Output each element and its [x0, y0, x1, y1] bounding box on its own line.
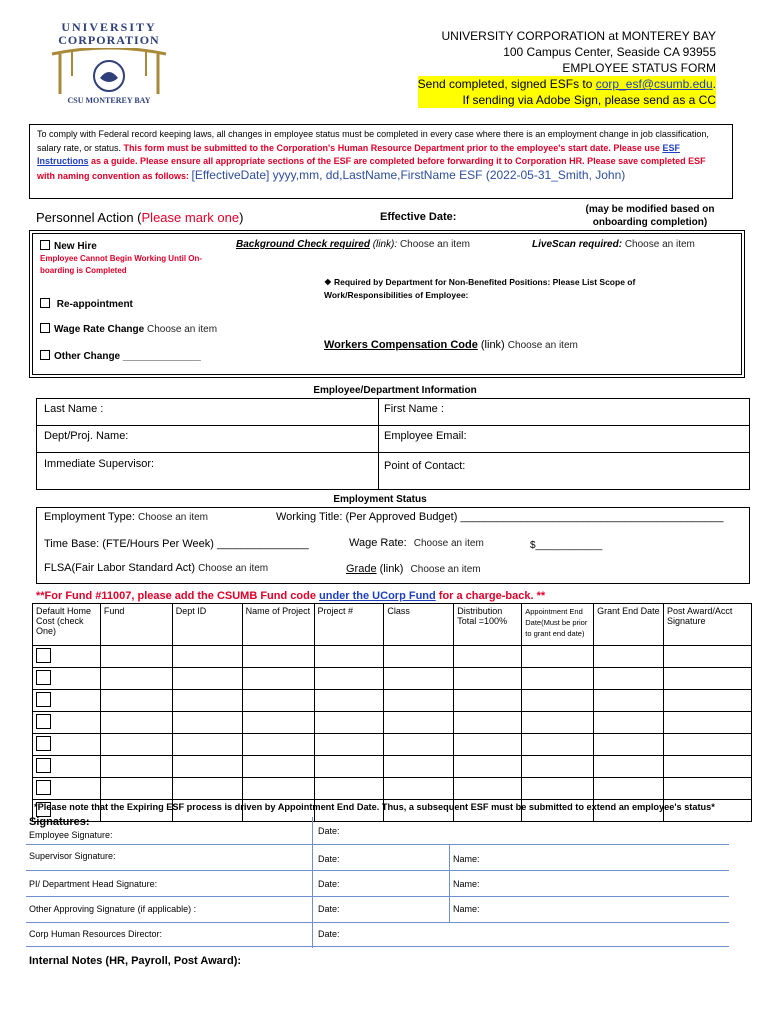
default-home-cell[interactable] [33, 646, 101, 668]
table-cell[interactable] [172, 756, 242, 778]
default-home-checkbox[interactable] [36, 670, 51, 685]
pi-date-field[interactable]: Date: [318, 879, 340, 889]
col-appt-end: Appointment End Date(Must be prior to grant end date) [522, 604, 594, 646]
default-home-cell[interactable] [33, 756, 101, 778]
bg-link-text: (link): [372, 239, 398, 250]
wage-rate-change-select[interactable]: Choose an item [146, 324, 218, 335]
table-cell[interactable] [664, 646, 752, 668]
new-hire-label: New Hire [54, 241, 97, 252]
default-home-cell[interactable] [33, 712, 101, 734]
table-cell[interactable] [100, 756, 172, 778]
table-cell[interactable] [384, 778, 454, 800]
workers-comp [324, 339, 578, 351]
nonbenefited-note [324, 276, 644, 302]
modified-note: (may be modified based on onboarding completion) [585, 204, 715, 228]
table-cell[interactable] [664, 712, 752, 734]
col-default-home: Default Home Cost (check One) [33, 604, 101, 646]
send-prefix: Send completed, signed ESFs to [417, 77, 596, 91]
default-home-cell[interactable] [33, 734, 101, 756]
logo [50, 20, 168, 106]
table-cell[interactable] [100, 778, 172, 800]
logo-line3: CSU MONTEREY BAY [67, 96, 151, 105]
pa-label-red: Please mark one [141, 210, 240, 225]
pa-label: Personnel Action ( [36, 210, 142, 225]
hr-date-field[interactable]: Date: [318, 929, 340, 939]
table-cell[interactable] [172, 778, 242, 800]
table-cell[interactable] [594, 690, 664, 712]
table-cell[interactable] [664, 778, 752, 800]
col-grant-end: Grant End Date [594, 604, 664, 646]
nonbenefited-text: Required by Department for Non-Benefited Positions: Please List Scope of Work/Responsibilities of Employee: [324, 277, 636, 300]
logo-line1: UNIVERSITY [61, 20, 157, 34]
signature-row-line [26, 870, 729, 871]
last-name-field[interactable]: Last Name : [44, 403, 104, 415]
table-cell[interactable] [314, 712, 384, 734]
table-cell[interactable] [594, 712, 664, 734]
other-change-option[interactable] [40, 350, 201, 362]
logo-line2: CORPORATION [58, 33, 160, 47]
table-cell[interactable] [594, 668, 664, 690]
table-cell[interactable] [454, 690, 522, 712]
table-cell[interactable] [384, 646, 454, 668]
employment-status-title: Employment Status [333, 494, 427, 505]
table-cell[interactable] [242, 778, 314, 800]
table-cell[interactable] [522, 690, 594, 712]
table-cell[interactable] [100, 668, 172, 690]
col-dept-id: Dept ID [172, 604, 242, 646]
table-cell[interactable] [454, 756, 522, 778]
employee-info-row-line [36, 452, 750, 453]
table-cell[interactable] [594, 646, 664, 668]
effective-date-label: Effective Date: [380, 211, 457, 223]
adobe-note: If sending via Adobe Sign, please send as a CC [418, 92, 716, 108]
table-row [33, 668, 752, 690]
grade-select[interactable]: Choose an item [410, 564, 481, 575]
employee-signature-field[interactable]: Employee Signature: [29, 830, 113, 840]
fund-table [32, 603, 752, 822]
pi-signature-field[interactable]: PI/ Department Head Signature: [29, 879, 158, 889]
table-cell[interactable] [172, 734, 242, 756]
signature-row-line [26, 896, 729, 897]
signature-vline [312, 817, 313, 948]
default-home-cell[interactable] [33, 668, 101, 690]
table-row [33, 646, 752, 668]
table-cell[interactable] [172, 712, 242, 734]
table-cell[interactable] [664, 668, 752, 690]
employee-email-field[interactable]: Employee Email: [384, 430, 467, 442]
internal-notes-label: Internal Notes (HR, Payroll, Post Award): [29, 955, 242, 967]
bridge-seal-icon [50, 48, 168, 96]
intro-box [29, 124, 733, 199]
default-home-checkbox[interactable] [36, 692, 51, 707]
fund-note-prefix: **For Fund #11007, please add the CSUMB Fund code [36, 590, 320, 602]
employment-type-label: Employment Type: [44, 511, 135, 523]
signatures-title: Signatures: [29, 816, 90, 828]
table-cell[interactable] [454, 668, 522, 690]
table-cell[interactable] [100, 734, 172, 756]
email-link[interactable]: corp_esf@csumb.edu [595, 77, 713, 91]
col-project-num: Project # [314, 604, 384, 646]
wage-rate-select[interactable]: Choose an item [413, 538, 484, 549]
default-home-checkbox[interactable] [36, 780, 51, 795]
new-hire-note: Employee Cannot Begin Working Until On-boarding is Completed [40, 254, 203, 275]
time-base-field[interactable]: Time Base: (FTE/Hours Per Week) _______________ [44, 538, 309, 550]
employee-info-divider [378, 398, 379, 490]
table-cell[interactable] [314, 756, 384, 778]
livescan [532, 239, 695, 250]
employee-date-field[interactable]: Date: [318, 826, 340, 836]
grade [346, 563, 481, 575]
default-home-cell[interactable] [33, 690, 101, 712]
table-cell[interactable] [384, 690, 454, 712]
table-cell[interactable] [242, 646, 314, 668]
livescan-colon: : [618, 239, 623, 250]
table-cell[interactable] [454, 734, 522, 756]
default-home-checkbox[interactable] [36, 736, 51, 751]
table-row [33, 734, 752, 756]
intro-red2: as a guide. Please ensure all appropriate sections of the ESF are completed before forwarding it to Corporation HR. Please save completed ESF with naming convention as follows: [37, 156, 706, 181]
table-cell[interactable] [522, 646, 594, 668]
table-cell[interactable] [314, 668, 384, 690]
ucorp-fund-link[interactable]: under the UCorp Fund [319, 590, 436, 602]
flsa-select[interactable]: Choose an item [198, 563, 269, 574]
table-cell[interactable] [314, 778, 384, 800]
default-home-cell[interactable] [33, 778, 101, 800]
table-cell[interactable] [664, 756, 752, 778]
table-cell[interactable] [664, 734, 752, 756]
flsa [44, 562, 268, 574]
table-cell[interactable] [172, 668, 242, 690]
wage-amount-field[interactable]: $____________ [530, 540, 603, 551]
col-project-name: Name of Project [242, 604, 314, 646]
table-cell[interactable] [594, 734, 664, 756]
table-cell[interactable] [314, 690, 384, 712]
livescan-select[interactable]: Choose an item [624, 239, 695, 250]
table-cell[interactable] [100, 712, 172, 734]
table-cell[interactable] [384, 734, 454, 756]
other-change-label: Other Change ______________ [54, 351, 201, 362]
new-hire-option[interactable] [40, 240, 97, 252]
table-cell[interactable] [522, 778, 594, 800]
other-name-field[interactable]: Name: [453, 904, 480, 914]
send-suffix: . [712, 77, 716, 91]
fund-header-row [33, 604, 752, 646]
intro-red1: This form must be submitted to the Corporation's Human Resource Department prior to the employee's start date. Please use [123, 142, 663, 153]
table-cell[interactable] [454, 712, 522, 734]
naming-convention: [EffectiveDate] yyyy,mm, dd,LastName,FirstName ESF (2022-05-31_Smith, John) [191, 167, 626, 182]
table-row [33, 690, 752, 712]
other-date-field[interactable]: Date: [318, 904, 340, 914]
table-cell[interactable] [314, 646, 384, 668]
table-cell[interactable] [172, 690, 242, 712]
workers-comp-select[interactable]: Choose an item [507, 340, 578, 351]
expiring-esf-note: *Please note that the Expiring ESF process is driven by Appointment End Date. Thus, a subsequent ESF must be submitted to extend an employee's status* [34, 802, 715, 812]
workers-comp-link[interactable]: Workers Compensation Code [324, 339, 478, 351]
first-name-field[interactable]: First Name : [384, 403, 444, 415]
reappointment-option[interactable] [40, 298, 133, 310]
org-name: UNIVERSITY CORPORATION at MONTEREY BAY [441, 29, 716, 43]
signature-row-line [26, 844, 729, 845]
wage-rate [349, 537, 484, 549]
reappointment-checkbox[interactable] [40, 298, 50, 308]
table-cell[interactable] [242, 734, 314, 756]
supervisor-field[interactable]: Immediate Supervisor: [44, 458, 155, 470]
employee-info-title: Employee/Department Information [313, 385, 477, 396]
table-cell[interactable] [100, 690, 172, 712]
col-fund: Fund [100, 604, 172, 646]
table-cell[interactable] [522, 712, 594, 734]
grade-link-text: (link) [379, 563, 404, 575]
table-row [33, 756, 752, 778]
table-cell[interactable] [242, 712, 314, 734]
employment-type-select[interactable]: Choose an item [137, 512, 209, 523]
table-cell[interactable] [314, 734, 384, 756]
table-cell[interactable] [384, 668, 454, 690]
col-distribution: Distribution Total =100% [454, 604, 522, 646]
signature-row-line [26, 946, 729, 947]
table-row [33, 778, 752, 800]
signature-vline [449, 844, 450, 923]
header-block [418, 28, 716, 108]
table-cell[interactable] [522, 734, 594, 756]
default-home-checkbox[interactable] [36, 648, 51, 663]
wage-rate-change-checkbox[interactable] [40, 323, 50, 333]
wage-rate-label: Wage Rate: [349, 537, 407, 549]
dept-field[interactable]: Dept/Proj. Name: [44, 430, 129, 442]
table-cell[interactable] [522, 668, 594, 690]
background-check [236, 239, 470, 250]
background-check-select[interactable]: Choose an item [399, 239, 470, 250]
employee-info-row-line [36, 425, 750, 426]
supervisor-signature-field[interactable]: Supervisor Signature: [29, 851, 116, 861]
pa-label-end: ) [239, 210, 244, 225]
table-cell[interactable] [100, 646, 172, 668]
fund-note-suffix: for a charge-back. ** [435, 590, 546, 602]
table-row [33, 712, 752, 734]
send-instruction [418, 76, 716, 92]
col-class: Class [384, 604, 454, 646]
livescan-label: LiveScan required [532, 239, 619, 250]
grade-link[interactable]: Grade [346, 563, 377, 575]
table-cell[interactable] [454, 646, 522, 668]
employment-type [44, 511, 208, 523]
personnel-action-label [36, 210, 243, 225]
table-cell[interactable] [242, 756, 314, 778]
table-cell[interactable] [242, 668, 314, 690]
col-post-award: Post Award/Acct Signature [664, 604, 752, 646]
new-hire-checkbox[interactable] [40, 240, 50, 250]
table-cell[interactable] [522, 756, 594, 778]
pi-name-field[interactable]: Name: [453, 879, 480, 889]
form-title: EMPLOYEE STATUS FORM [562, 61, 716, 75]
table-cell[interactable] [242, 690, 314, 712]
table-cell[interactable] [594, 756, 664, 778]
flsa-label: FLSA(Fair Labor Standard Act) [44, 562, 196, 574]
intro-text: To comply with Federal record keeping laws, all changes in employee status must be completed in every case where there is an employment change in job classification, salary rate, or status. [37, 129, 709, 153]
org-address: 100 Campus Center, Seaside CA 93955 [503, 45, 716, 59]
table-cell[interactable] [594, 778, 664, 800]
default-home-checkbox[interactable] [36, 714, 51, 729]
point-of-contact-field[interactable]: Point of Contact: [384, 460, 466, 472]
supervisor-name-field[interactable]: Name: [453, 854, 480, 864]
background-check-link[interactable]: Background Check required [236, 239, 370, 250]
diamond-icon: ❖ [324, 277, 334, 287]
esf-instructions-link[interactable]: ESF Instructions [37, 142, 680, 166]
other-signature-field[interactable]: Other Approving Signature (if applicable) : [29, 904, 197, 914]
workers-link-text: (link) [480, 339, 505, 351]
wage-rate-change-label: Wage Rate Change [54, 324, 145, 335]
table-cell[interactable] [454, 778, 522, 800]
wage-rate-change-option[interactable] [40, 323, 217, 335]
table-cell[interactable] [664, 690, 752, 712]
hr-signature-field[interactable]: Corp Human Resources Director: [29, 929, 163, 939]
reappointment-label: Re-appointment [56, 299, 133, 310]
signature-row-line [26, 922, 729, 923]
other-change-checkbox[interactable] [40, 350, 50, 360]
table-cell[interactable] [384, 712, 454, 734]
table-cell[interactable] [172, 646, 242, 668]
working-title-field[interactable]: Working Title: (Per Approved Budget) ___________________________________________ [276, 511, 724, 523]
table-cell[interactable] [384, 756, 454, 778]
supervisor-date-field[interactable]: Date: [318, 854, 340, 864]
default-home-checkbox[interactable] [36, 758, 51, 773]
fund-note [36, 590, 545, 602]
